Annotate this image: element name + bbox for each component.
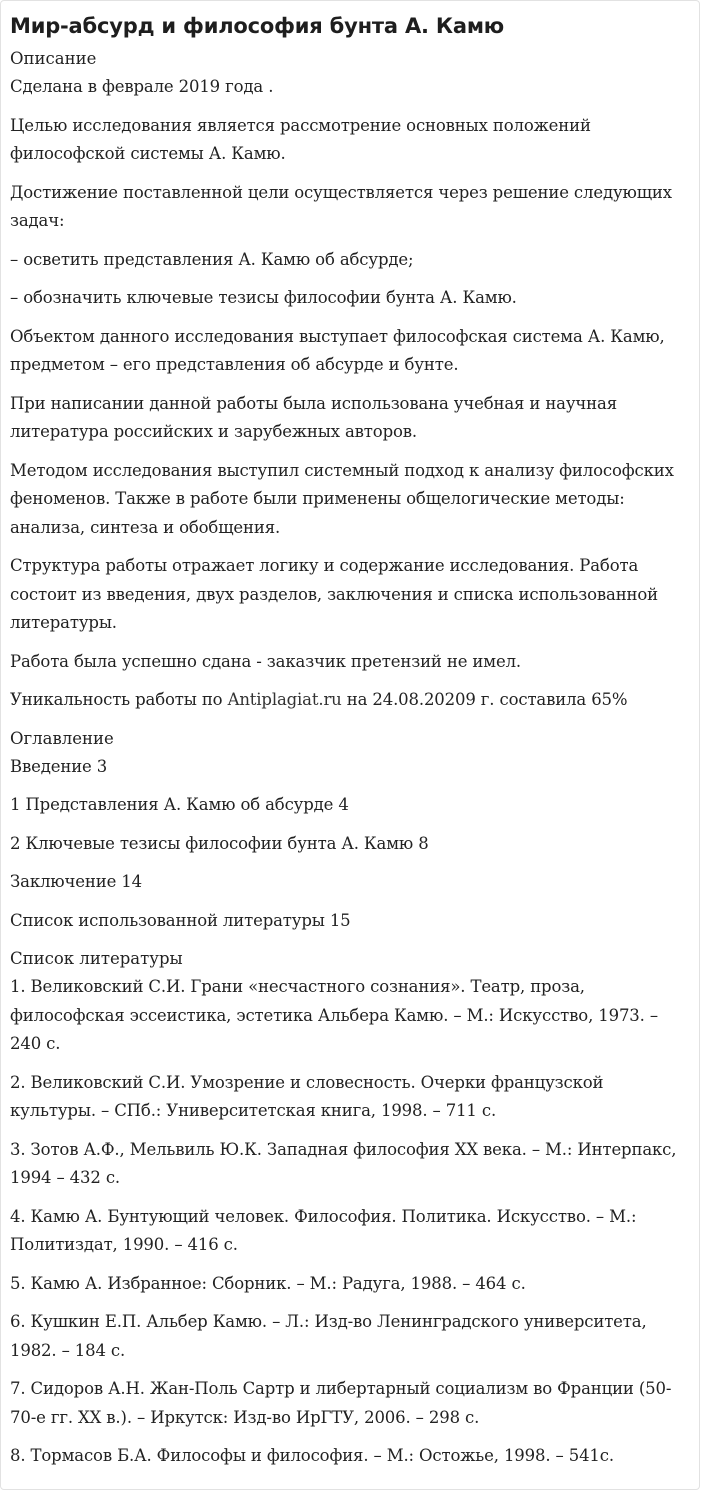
description-paragraph: При написании данной работы была использована учебная и научная литература российских и зарубежных авторов. — [10, 393, 617, 441]
antiplagiat-link[interactable]: Antiplagiat.ru — [227, 690, 342, 709]
reference-item: 4. Камю А. Бунтующий человек. Философия. Политика. Искусство. – М.: Политиздат, 1990. – 416 с. — [10, 1206, 637, 1254]
reference-item: 7. Сидоров А.Н. Жан-Поль Сартр и либертарный социализм во Франции (50-70-е гг. ХХ в.). – Иркутск: Изд-во ИрГТУ, 2006. – 298 с. — [10, 1379, 672, 1427]
contents-item: 2 Ключевые тезисы философии бунта А. Камю 8 — [10, 833, 429, 853]
contents-item: Заключение 14 — [10, 872, 142, 891]
description-paragraph: – обозначить ключевые тезисы философии бунта А. Камю. — [10, 288, 517, 307]
reference-item: 5. Камю А. Избранное: Сборник. – М.: Радуга, 1988. – 464 с. — [10, 1273, 526, 1293]
references-heading: Список литературы — [10, 949, 183, 968]
description-paragraph: Методом исследования выступил системный подход к анализу философских феноменов. Также в работе были применены общелогические методы: анализа, синтеза и обобщения. — [10, 460, 674, 537]
reference-item: 1. Великовский С.И. Грани «несчастного сознания». Театр, проза, философская эссеистика, эстетика Альбера Камю. – М.: Искусство, 1973. – 240 с. — [10, 977, 658, 1053]
description-paragraph: Объектом данного исследования выступает философская система А. Камю, предметом – его представления об абсурде и бунте. — [10, 326, 665, 374]
reference-item: 3. Зотов А.Ф., Мельвиль Ю.К. Западная философия ХХ века. – М.: Интерпакс, 1994 – 432 с. — [10, 1139, 677, 1187]
description-paragraph: Структура работы отражает логику и содержание исследования. Работа состоит из введения, двух разделов, заключения и списка использованной литературы. — [10, 556, 659, 632]
description-heading: Описание — [10, 49, 97, 68]
description-paragraph: Работа была успешно сдана - заказчик претензий не имел. — [10, 651, 521, 671]
reference-item: 6. Кушкин Е.П. Альбер Камю. – Л.: Изд-во Ленинградского университета, 1982. – 184 с. — [10, 1312, 647, 1360]
page-title: Мир-абсурд и философия бунта А. Камю — [10, 14, 505, 38]
reference-item: 8. Тормасов Б.А. Философы и философия. – М.: Остожье, 1998. – 541с. — [10, 1446, 614, 1465]
description-paragraph: Целью исследования является рассмотрение основных положений философской системы А. Камю. — [10, 115, 591, 163]
contents-heading: Оглавление — [10, 728, 114, 748]
made-date: Сделана в феврале 2019 года . — [10, 77, 274, 96]
description-paragraph: Достижение поставленной цели осуществляется через решение следующих задач: — [10, 182, 672, 230]
reference-item: 2. Великовский С.И. Умозрение и словесность. Очерки французской культуры. – СПб.: Университетская книга, 1998. – 711 с. — [10, 1072, 604, 1120]
contents-item: Введение 3 — [10, 756, 108, 776]
uniqueness-suffix: на 24.08.20209 г. составила 65% — [341, 690, 628, 709]
contents-item: 1 Представления А. Камю об абсурде 4 — [10, 795, 349, 814]
uniqueness-prefix: Уникальность работы по — [10, 690, 228, 709]
contents-item: Список использованной литературы 15 — [10, 910, 351, 930]
uniqueness-paragraph — [10, 686, 690, 715]
description-paragraph: – осветить представления А. Камю об абсурде; — [10, 249, 414, 269]
